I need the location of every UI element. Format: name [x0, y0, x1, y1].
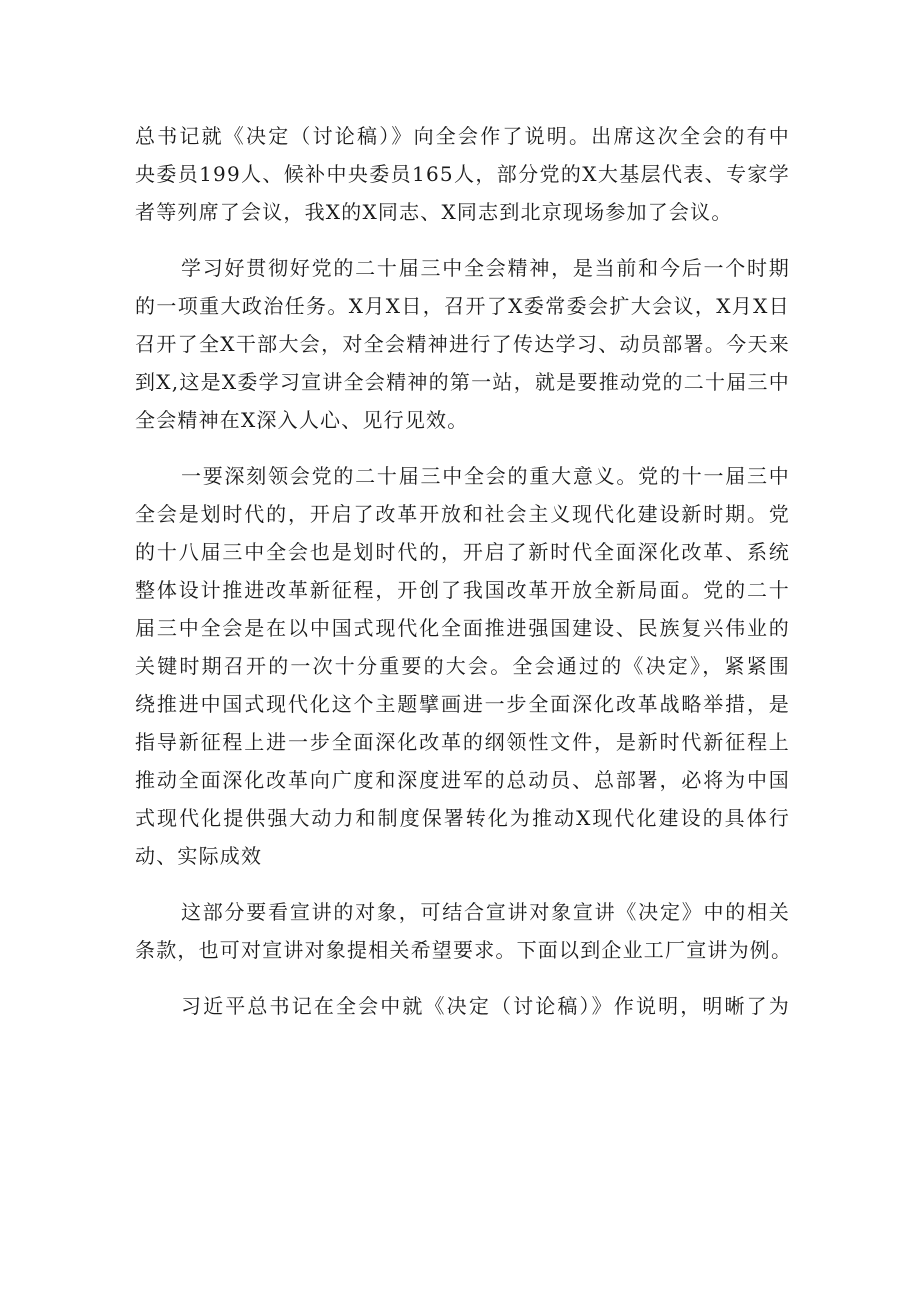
text-line: 召开了全X干部大会，对全会精神进行了传达学习、动员部署。今天来 — [135, 332, 790, 356]
text-line: 的一项重大政治任务。X月X日，召开了X委常委会扩大会议，X月X日 — [135, 294, 790, 318]
paragraph-5 — [135, 987, 790, 1025]
text-line: 条款，也可对宣讲对象提相关希望要求。下面以到企业工厂宣讲为例。 — [135, 938, 793, 962]
text-line: 习近平总书记在全会中就《决定（讨论稿）》作说明，明晰了为 — [181, 994, 790, 1018]
text-line: 关键时期召开的一次十分重要的大会。全会通过的《决定》，紧紧围 — [135, 654, 790, 678]
paragraph-2 — [135, 249, 790, 439]
text-line: 绕推进中国式现代化这个主题擘画进一步全面深化改革战略举措，是 — [135, 692, 790, 716]
text-line: 央委员199人、候补中央委员165人，部分党的X大基层代表、专家学 — [135, 162, 790, 186]
text-line: 指导新征程上进一步全面深化改革的纲领性文件，是新时代新征程上 — [135, 730, 790, 754]
document-body — [135, 117, 793, 1025]
paragraph-3 — [135, 457, 790, 875]
text-line: 动、实际成效 — [135, 844, 263, 868]
text-line: 全会精神在X深入人心、见行见效。 — [135, 408, 469, 432]
text-line: 的十八届三中全会也是划时代的，开启了新时代全面深化改革、系统 — [135, 540, 790, 564]
paragraph-4 — [135, 893, 793, 969]
text-line: 这部分要看宣讲的对象，可结合宣讲对象宣讲《决定》中的相关 — [181, 900, 790, 924]
text-line: 整体设计推进改革新征程，开创了我国改革开放全新局面。党的二十 — [135, 578, 790, 602]
text-line: 推动全面深化改革向广度和深度进军的总动员、总部署，必将为中国 — [135, 768, 790, 792]
paragraph-1 — [135, 117, 790, 231]
text-line: 学习好贯彻好党的二十届三中全会精神，是当前和今后一个时期 — [181, 256, 790, 280]
text-line: 式现代化提供强大动力和制度保署转化为推动X现代化建设的具体行 — [135, 806, 790, 830]
text-line: 全会是划时代的，开启了改革开放和社会主义现代化建设新时期。党 — [135, 502, 790, 526]
text-line: 届三中全会是在以中国式现代化全面推进强国建设、民族复兴伟业的 — [135, 616, 790, 640]
text-line: 一要深刻领会党的二十届三中全会的重大意义。党的十一届三中 — [181, 464, 790, 488]
text-line: 者等列席了会议，我X的X同志、X同志到北京现场参加了会议。 — [135, 200, 733, 224]
text-line: 到X,这是X委学习宣讲全会精神的第一站，就是要推动党的二十届三中 — [135, 370, 790, 394]
text-line: 总书记就《决定（讨论稿）》向全会作了说明。出席这次全会的有中 — [135, 124, 790, 148]
